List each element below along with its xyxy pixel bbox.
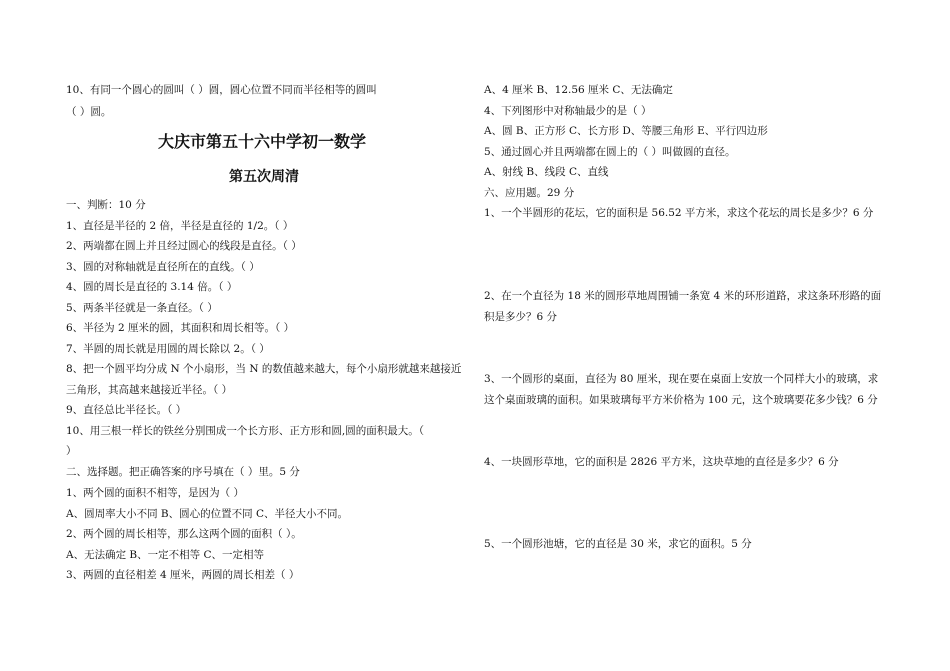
choice-options: A、圆周率大小不同 B、圆心的位置不同 C、半径大小不同。 xyxy=(66,508,349,520)
judgment-item: 9、直径总比半径长。（ ） xyxy=(66,404,187,416)
section-choice-header: 二、选择题。把正确答案的序号填在（ ）里。5 分 xyxy=(66,466,300,478)
document-subtitle: 第五次周清 xyxy=(229,169,299,185)
application-problem-continued: 积是多少？6 分 xyxy=(484,311,558,323)
judgment-item-continued: ） xyxy=(66,445,77,457)
judgment-item: 7、半圆的周长就是用圆的周长除以 2。（ ） xyxy=(66,343,270,355)
application-problem: 4、一块圆形草地，它的面积是 2826 平方米，这块草地的直径是多少？6 分 xyxy=(484,456,839,468)
choice-options: A、射线 B、线段 C、直线 xyxy=(484,166,609,178)
choice-options: A、无法确定 B、一定不相等 C、一定相等 xyxy=(66,549,265,561)
application-problem-continued: 这个桌面玻璃的面积。如果玻璃每平方米价格为 100 元，这个玻璃要花多少钱？6 分 xyxy=(484,394,878,406)
judgment-item: 3、圆的对称轴就是直径所在的直线。（ ） xyxy=(66,261,260,273)
judgment-item-continued: 三角形，其高越来越接近半径。（ ） xyxy=(66,384,233,396)
choice-question: 2、两个圆的周长相等，那么这两个圆的面积（ ）。 xyxy=(66,528,302,540)
section-application-header: 六、应用题。29 分 xyxy=(484,187,575,199)
application-problem: 1、一个半圆形的花坛，它的面积是 56.52 平方米，求这个花坛的周长是多少？6 分 xyxy=(484,207,874,219)
question-10-line-2: （ ）圆。 xyxy=(66,106,112,118)
choice-question: 1、两个圆的面积不相等，是因为（ ） xyxy=(66,487,245,499)
judgment-item: 8、把一个圆平均分成 N 个小扇形，当 N 的数值越来越大，每个小扇形就越来越接近 xyxy=(66,363,462,375)
judgment-item: 2、两端都在圆上并且经过圆心的线段是直径。（ ） xyxy=(66,240,302,252)
choice-options: A、圆 B、正方形 C、长方形 D、等腰三角形 E、平行四边形 xyxy=(484,125,768,137)
question-10-line-1: 10、有同一个圆心的圆叫（ ）圆，圆心位置不同而半径相等的圆叫 xyxy=(66,84,377,96)
section-judgment-header: 一、判断：10 分 xyxy=(66,199,146,211)
judgment-item: 4、圆的周长是直径的 3.14 倍。（ ） xyxy=(66,281,238,293)
judgment-item: 5、两条半径就是一条直径。（ ） xyxy=(66,302,218,314)
document-title: 大庆市第五十六中学初一数学 xyxy=(158,132,367,151)
application-problem: 2、在一个直径为 18 米的圆形草地周围铺一条宽 4 米的环形道路，求这条环形路的面 xyxy=(484,290,882,302)
choice-options: A、4 厘米 B、12.56 厘米 C、无法确定 xyxy=(484,84,673,96)
judgment-item: 10、用三根一样长的铁丝分别围成一个长方形、正方形和圆,圆的面积最大。（ xyxy=(66,425,424,437)
judgment-item: 6、半径为 2 厘米的圆，其面积和周长相等。（ ） xyxy=(66,322,295,334)
choice-question: 4、下列图形中对称轴最少的是（ ） xyxy=(484,105,652,117)
application-problem: 3、一个圆形的桌面，直径为 80 厘米，现在要在桌面上安放一个同样大小的玻璃，求 xyxy=(484,373,879,385)
judgment-item: 1、直径是半径的 2 倍，半径是直径的 1/2。（ ） xyxy=(66,220,294,232)
choice-question: 5、通过圆心并且两端都在圆上的（ ）叫做圆的直径。 xyxy=(484,146,736,158)
application-problem: 5、一个圆形池塘，它的直径是 30 米，求它的面积。5 分 xyxy=(484,538,752,550)
choice-question: 3、两圆的直径相差 4 厘米，两圆的周长相差（ ） xyxy=(66,569,300,581)
